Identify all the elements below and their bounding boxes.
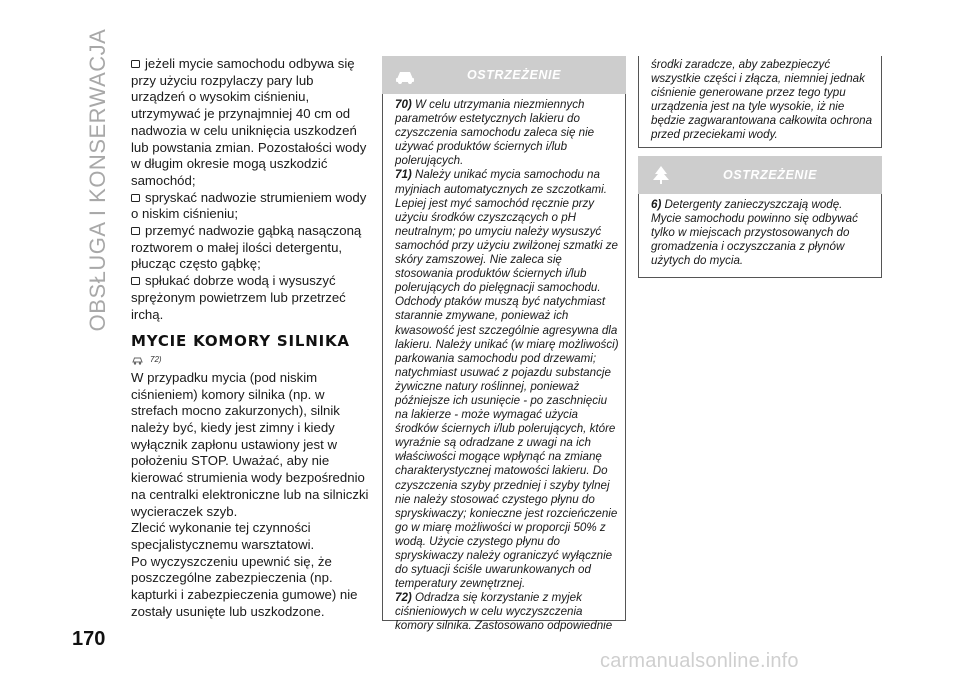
warning-header bbox=[638, 156, 882, 194]
warning-item-text: W celu utrzymania niezmiennych parametrów estetycznych lakieru do czyszczenia samochodu zaleca się nie używać produktów ściernych i/lub polerujących. bbox=[395, 98, 595, 168]
page-number: 170 bbox=[72, 628, 106, 650]
bullet-item bbox=[131, 190, 371, 223]
warning-column-3 bbox=[638, 56, 882, 278]
warning-item-number: 72) bbox=[395, 591, 412, 605]
warning-item-text: Należy unikać mycia samochodu na myjniach automatycznych ze szczotkami. Lepiej jest myć samochód ręcznie przy użyciu środków czyszczących o pH neutralnym; po umyciu należy wysuszyć samochód przy użyciu zwilżonej szmatki ze skóry zamszowej. Nie zaleca się stosowania produktów ściernych i/lub polerujących do pielęgnacji samochodu. Odchody ptaków muszą być natychmiast starannie zmywane, ponieważ ich kwasowość jest szczególnie agresywna dla lakieru. Należy unikać (w miarę możliwości) parkowania samochodu pod drzewami; natychmiast usuwać z pojazdu substancje żywiczne natury roślinnej, ponieważ późniejsze ich usunięcie - po zaschnięciu na lakierze - może wymagać użycia środków ściernych i/lub polerujących, które wyraźnie są odradzane z uwagi na ich właściwości mogące wpłynąć na zmianę charakterystycznej matowości lakieru. Do czyszczenia szyby przedniej i szyby tylnej nie należy stosować czystego płynu do spryskiwaczy; konieczne jest rozcieńczenie go w miarę możliwości w proporcji 50% z wodą. Użycie czystego płynu do spryskiwaczy należy ograniczyć wyłącznie do sytuacji ściśle uwarunkowanych od temperatury zewnętrznej. bbox=[395, 168, 619, 591]
bullet-text: spryskać nadwozie strumieniem wody o niskim ciśnieniu; bbox=[131, 189, 367, 222]
main-text-column bbox=[131, 56, 371, 621]
watermark: carmanualsonline.info bbox=[600, 650, 799, 672]
warning-content bbox=[382, 94, 626, 633]
bullet-item bbox=[131, 56, 371, 190]
warning-item-text: Odradza się korzystanie z myjek ciśnieniowych w celu wyczyszczenia komory silnika. Zastosowano odpowiednie bbox=[395, 591, 613, 633]
bullet-item bbox=[131, 223, 371, 273]
tree-environment-icon bbox=[650, 164, 672, 186]
warning-item bbox=[651, 198, 875, 268]
car-warning-icon bbox=[131, 354, 144, 366]
side-section-title-text: OBSŁUGA I KONSERWACJA bbox=[85, 28, 110, 332]
section-heading: MYCIE KOMORY SILNIKA bbox=[131, 332, 350, 351]
body-paragraph: Zlecić wykonanie tej czynności specjalistycznemu warsztatowi. bbox=[131, 520, 315, 552]
warning-title: OSTRZEŻENIE bbox=[722, 168, 818, 182]
side-section-title bbox=[80, 20, 116, 340]
body-paragraph: Po wyczyszczeniu upewnić się, że poszczególne zabezpieczenia (np. kapturki i zabezpieczenia gumowe) nie zostały usunięte lub uszkodzone. bbox=[131, 553, 358, 619]
warning-item-number: 70) bbox=[395, 98, 412, 111]
bullet-item bbox=[131, 273, 371, 323]
warning-box-2 bbox=[638, 156, 882, 278]
warning-item bbox=[395, 168, 619, 591]
warning-item-text: Detergenty zanieczyszczają wodę. Mycie samochodu powinno się odbywać tylko w miejscach przystosowanych do gromadzenia i oczyszczania z płynów użytych do mycia. bbox=[651, 198, 858, 268]
checkbox-bullet-icon bbox=[131, 60, 140, 68]
warning-item bbox=[395, 98, 619, 168]
warning-item-number: 71) bbox=[395, 168, 412, 182]
warning-header bbox=[382, 56, 626, 94]
warning-reference bbox=[131, 352, 371, 368]
body-paragraph: W przypadku mycia (pod niskim ciśnieniem) komory silnika (np. w strefach mocno zakurzonych), silnik należy być, kiedy jest zimny i kiedy wyłącznik zapłonu ustawiony jest w położeniu STOP. Uważać, aby nie kierować strumienia wody bezpośrednio na centralki elektroniczne lub na silniczki wycieraczek szyb. bbox=[131, 369, 369, 519]
reference-number: 72) bbox=[150, 354, 162, 364]
warning-item bbox=[395, 591, 619, 633]
warning-item-number: 6) bbox=[651, 198, 662, 211]
car-warning-icon bbox=[394, 64, 416, 86]
warning-title: OSTRZEŻENIE bbox=[466, 68, 562, 82]
warning-content bbox=[638, 194, 882, 278]
bullet-text: przemyć nadwozie gąbką nasączoną roztworem o małej ilości detergentu, płucząc często gąbkę; bbox=[131, 223, 362, 272]
checkbox-bullet-icon bbox=[131, 194, 140, 202]
checkbox-bullet-icon bbox=[131, 277, 140, 285]
bullet-text: jeżeli mycie samochodu odbywa się przy użyciu rozpylaczy pary lub urządzeń o wysokim ciśnieniu, utrzymywać je przynajmniej 40 cm od nadwozia w celu uniknięcia uszkodzeń lub powstania zmian. Pozostałości wody w długim okresie mogą uszkodzić samochód; bbox=[131, 56, 367, 188]
warning-box-1 bbox=[382, 56, 626, 633]
checkbox-bullet-icon bbox=[131, 227, 140, 235]
bullet-text: spłukać dobrze wodą i wysuszyć sprężonym powietrzem lub przetrzeć irchą. bbox=[131, 273, 346, 322]
warning-continuation: środki zaradcze, aby zabezpieczyć wszystkie części i złącza, niemniej jednak ciśnienie generowane przez tego typu urządzenia jest na tyle wysokie, iż nie będzie zagwarantowana całkowita ochrona przed przeciekami wody. bbox=[638, 56, 882, 148]
